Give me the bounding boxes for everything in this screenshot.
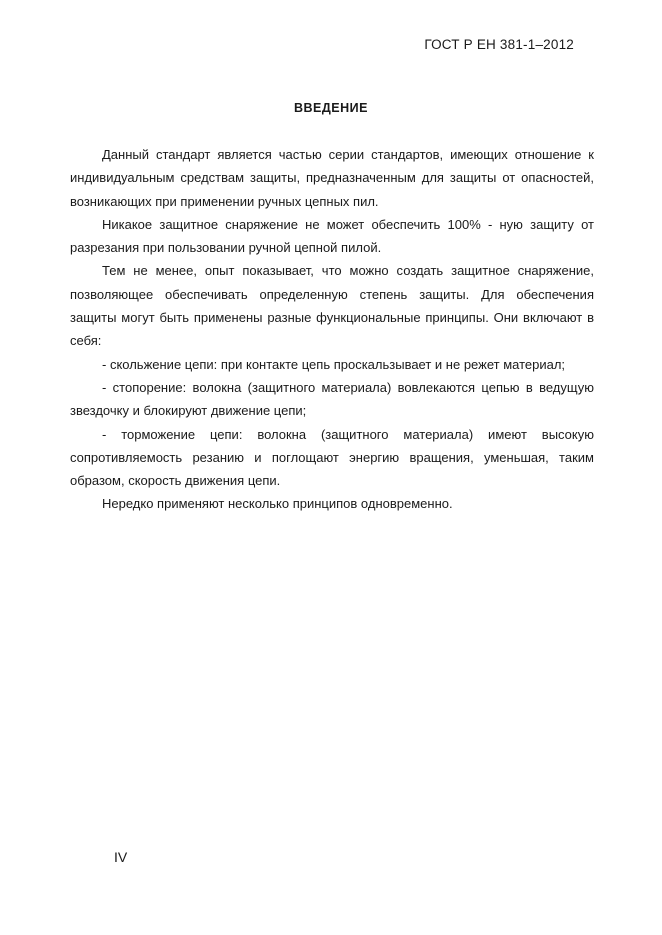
list-item: - торможение цепи: волокна (защитного материала) имеют высокую сопротивляемость резанию и поглощают энергию вращения, уменьшая, таким образом, скорость движения цепи. [70, 426, 594, 489]
document-code: ГОСТ Р ЕН 381-1–2012 [424, 37, 574, 52]
paragraph: Данный стандарт является частью серии стандартов, имеющих отношение к индивидуальным средствам защиты, предназначенным для защиты от опасностей, возникающих при применении ручных цепных пил. [70, 147, 594, 209]
section-title: ВВЕДЕНИЕ [294, 101, 368, 115]
list-item: - скольжение цепи: при контакте цепь проскальзывает и не режет материал; [102, 356, 566, 372]
list-item: - стопорение: волокна (защитного материала) вовлекаются цепью в ведущую звездочку и блокируют движение цепи; [70, 379, 594, 419]
paragraph: Тем не менее, опыт показывает, что можно создать защитное снаряжение, позволяющее обеспечивать определенную степень защиты. Для обеспечения защиты могут быть применены разные функциональные принципы. Они включают в себя: [70, 263, 594, 349]
page-number: IV [114, 849, 128, 865]
body-text [70, 143, 594, 516]
paragraph: Никакое защитное снаряжение не может обеспечить 100% - ную защиту от разрезания при пользовании ручной цепной пилой. [70, 216, 594, 256]
paragraph: Нередко применяют несколько принципов одновременно. [102, 496, 453, 512]
